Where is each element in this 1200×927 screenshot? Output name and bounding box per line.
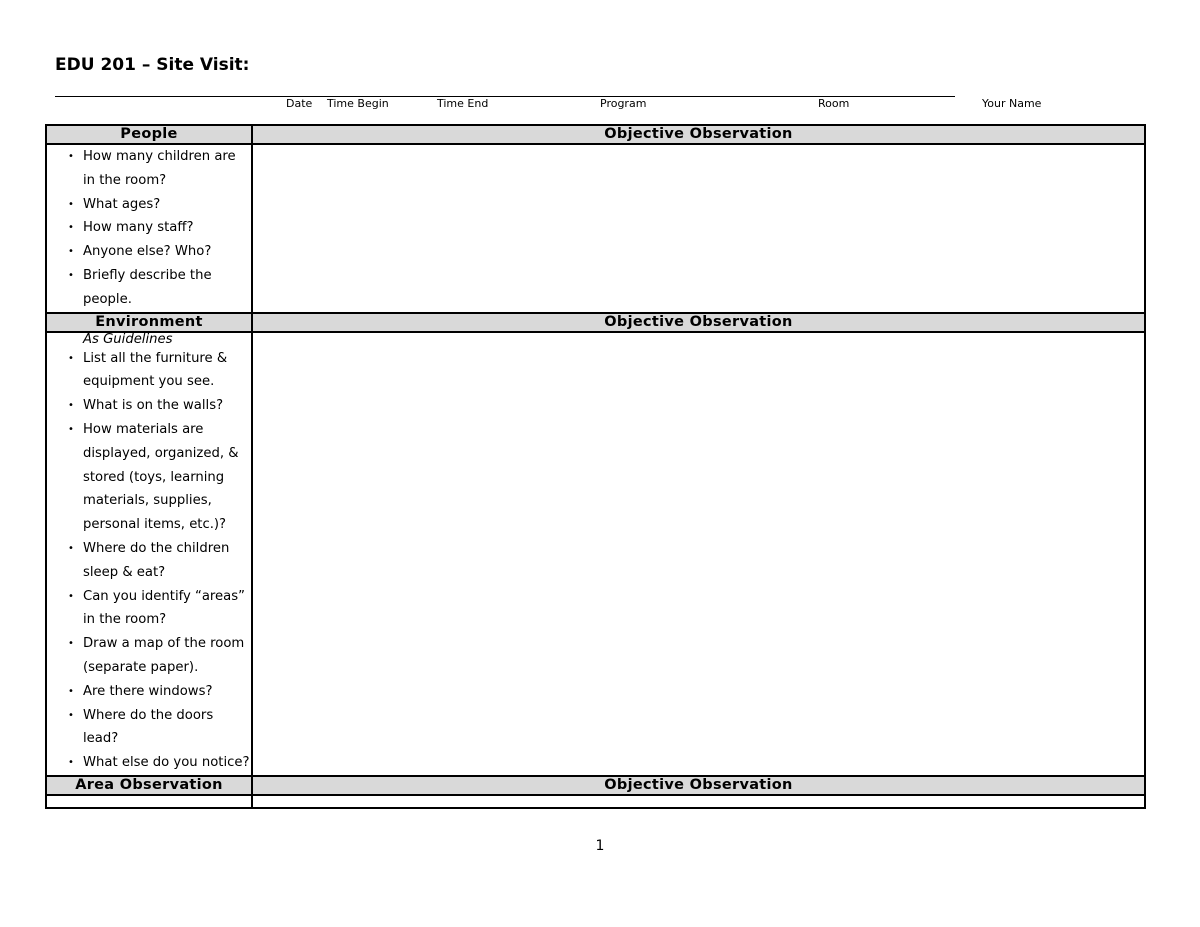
area-prompts-cell[interactable] (46, 795, 252, 808)
list-item: • Where do the doors lead? (83, 704, 251, 752)
program-label: Program (600, 97, 647, 110)
list-item: • Draw a map of the room (separate paper). (83, 632, 251, 680)
area-observation-heading: Area Observation (46, 776, 252, 795)
list-item: • How materials are displayed, organized, & stored (toys, learning materials, supplies, personal items, etc.)? (83, 418, 251, 537)
document-title: EDU 201 – Site Visit: (55, 55, 250, 75)
list-item: • How many children are in the room? (83, 145, 251, 193)
list-item: • Anyone else? Who? (83, 240, 251, 264)
people-heading-row (46, 125, 1145, 144)
guidelines-note: As Guidelines (83, 331, 173, 347)
list-item: • What else do you notice? (83, 751, 251, 775)
area-objective-heading: Objective Observation (252, 776, 1145, 795)
environment-heading-row (46, 313, 1145, 332)
list-item: • Are there windows? (83, 680, 251, 704)
list-item: • Can you identify “areas” in the room? (83, 585, 251, 633)
list-item: • Where do the children sleep & eat? (83, 537, 251, 585)
list-item: • What ages? (83, 193, 251, 217)
people-prompt-list (47, 145, 251, 312)
observation-form-table (45, 124, 1146, 809)
environment-content-row (46, 332, 1145, 776)
your-name-label: Your Name (982, 97, 1042, 110)
people-observation-field[interactable] (252, 144, 1145, 313)
area-heading-row (46, 776, 1145, 795)
people-heading: People (46, 125, 252, 144)
environment-prompts-cell (46, 332, 252, 776)
people-prompts-cell (46, 144, 252, 313)
date-label: Date (286, 97, 313, 110)
room-label: Room (818, 97, 850, 110)
time-begin-label: Time Begin (327, 97, 389, 110)
area-content-row (46, 795, 1145, 808)
environment-observation-field[interactable] (252, 332, 1145, 776)
people-observation-heading: Objective Observation (252, 125, 1145, 144)
list-item: • Briefly describe the people. (83, 264, 251, 312)
page-number: 1 (595, 838, 605, 854)
environment-observation-heading: Objective Observation (252, 313, 1145, 332)
area-observation-field[interactable] (252, 795, 1145, 808)
list-item: • List all the furniture & equipment you see. (83, 347, 251, 395)
environment-prompt-list (47, 347, 251, 775)
environment-heading: Environment (46, 313, 252, 332)
time-end-label: Time End (437, 97, 489, 110)
list-item: • How many staff? (83, 216, 251, 240)
people-content-row (46, 144, 1145, 313)
list-item: • What is on the walls? (83, 394, 251, 418)
